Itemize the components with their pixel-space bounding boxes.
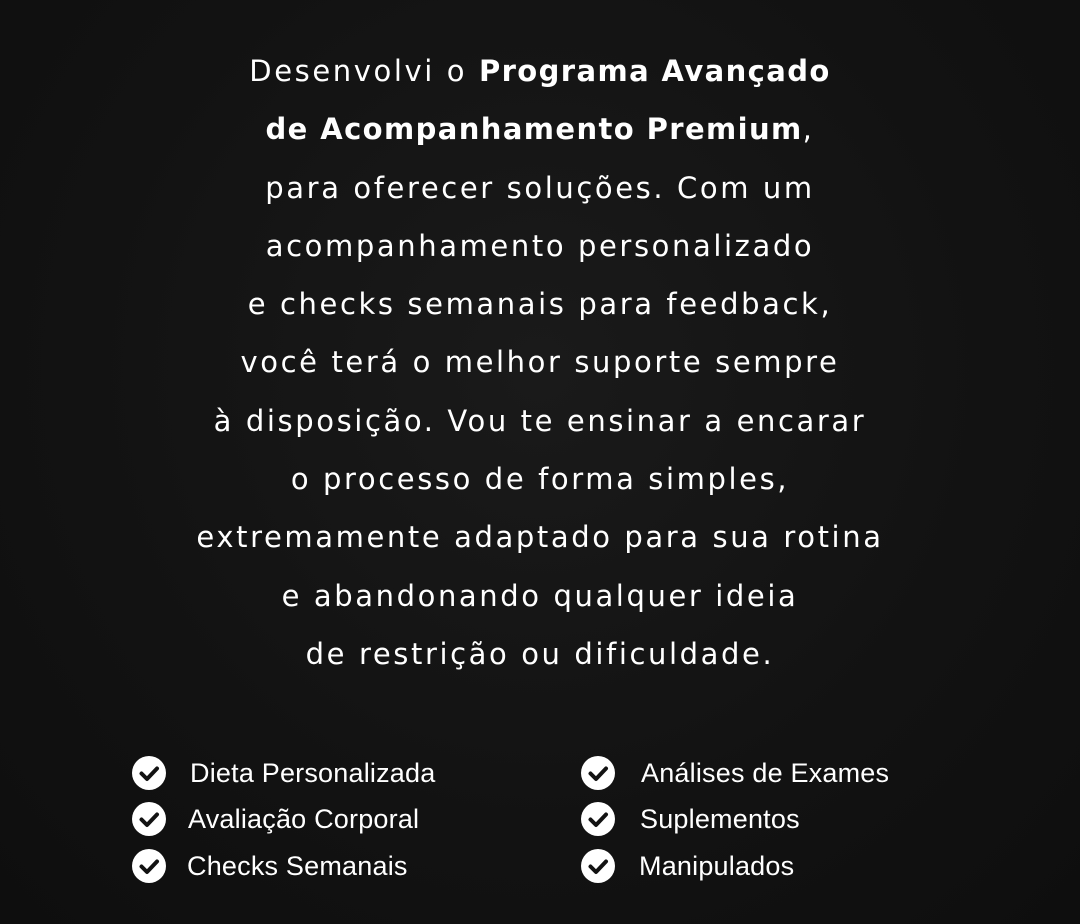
check-circle-icon	[581, 802, 615, 836]
check-circle-icon	[132, 849, 166, 883]
intro-line: para oferecer soluções. Com um	[265, 170, 815, 205]
intro-line: e abandonando qualquer ideia	[281, 578, 799, 613]
intro-line: e checks semanais para feedback,	[247, 287, 833, 322]
intro-line: de Acompanhamento Premium,	[265, 112, 815, 147]
intro-line: Desenvolvi o Programa Avançado	[249, 54, 831, 88]
feature-item-analises-de-exames	[581, 753, 889, 793]
feature-label: Manipulados	[639, 850, 795, 881]
feature-label: Suplementos	[640, 803, 800, 834]
intro-line: de restrição ou dificuldade.	[305, 636, 775, 671]
feature-label: Análises de Exames	[641, 757, 890, 788]
intro-line: extremamente adaptado para sua rotina	[196, 520, 884, 555]
feature-label: Avaliação Corporal	[188, 803, 420, 834]
intro-paragraph	[0, 42, 1080, 683]
feature-item-manipulados	[581, 846, 794, 886]
feature-item-avaliacao-corporal	[132, 799, 419, 839]
intro-line: o processo de forma simples,	[290, 462, 790, 497]
check-circle-icon	[581, 756, 615, 790]
feature-label: Dieta Personalizada	[190, 757, 436, 788]
check-circle-icon	[581, 849, 615, 883]
feature-item-checks-semanais	[132, 846, 408, 886]
feature-item-dieta-personalizada	[132, 753, 435, 793]
feature-item-suplementos	[581, 799, 800, 839]
intro-line: você terá o melhor suporte sempre	[240, 345, 840, 380]
feature-label: Checks Semanais	[187, 850, 408, 881]
check-circle-icon	[132, 802, 166, 836]
intro-line: à disposição. Vou te ensinar a encarar	[213, 403, 867, 438]
check-circle-icon	[132, 756, 166, 790]
intro-line: acompanhamento personalizado	[265, 228, 815, 263]
